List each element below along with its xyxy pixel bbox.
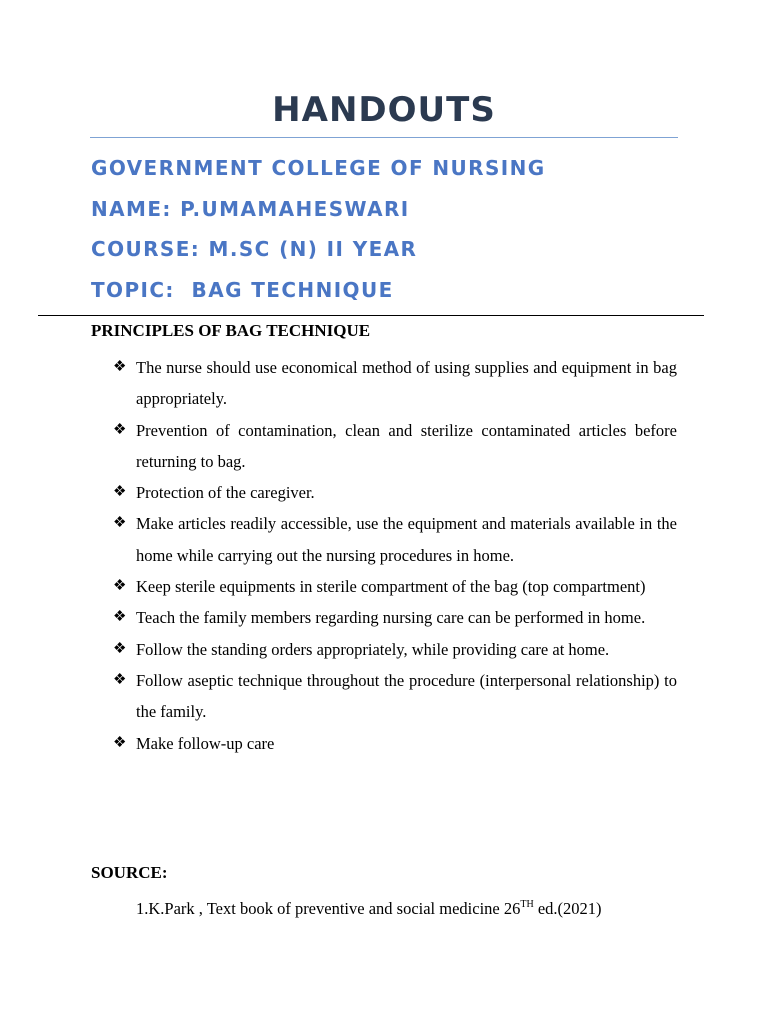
list-item [0,571,768,602]
diamond-bullet-icon: ❖ [113,515,127,532]
list-item-text: Follow the standing orders appropriately, while providing care at home. [136,639,610,659]
list-item [0,352,768,415]
diamond-bullet-icon: ❖ [113,609,127,626]
list-item-text: Make follow-up care [136,733,275,753]
list-item-text: Follow aseptic technique throughout the procedure (interpersonal relationship) to the family. [136,670,677,722]
reference-text: 1.K.Park , Text book of preventive and social medicine 26 [136,899,521,918]
principles-heading: PRINCIPLES OF BAG TECHNIQUE [91,321,371,340]
diamond-bullet-icon: ❖ [113,671,127,688]
diamond-bullet-icon: ❖ [113,640,127,657]
list-item [0,415,768,478]
diamond-bullet-icon: ❖ [113,359,127,375]
diamond-bullet-icon: ❖ [113,578,127,595]
author-name: NAME: P.UMAMAHESWARI [91,197,410,221]
list-item-text: The nurse should use economical method of using supplies and equipment in bag appropriately. [136,358,677,409]
list-item-text: Teach the family members regarding nursing care can be performed in home. [136,608,646,628]
reference-edition: ed.(2021) [533,899,602,918]
page-title: HANDOUTS [272,90,496,130]
list-item-text: Prevention of contamination, clean and sterilize contaminated articles before returning to bag. [136,420,677,471]
diamond-bullet-icon: ❖ [113,421,127,438]
list-item-text: Keep sterile equipments in sterile compartment of the bag (top compartment) [136,577,646,597]
principles-list [0,352,768,759]
title-divider [90,137,678,138]
list-item-text: Make articles readily accessible, use the equipment and materials available in the home while carrying out the nursing procedures in home. [136,514,677,565]
source-reference [136,899,602,919]
list-item [0,508,768,571]
course-info: COURSE: M.SC (N) II YEAR [91,237,418,261]
college-name: GOVERNMENT COLLEGE OF NURSING [91,156,546,180]
list-item [0,665,768,728]
list-item-text: Protection of the caregiver. [136,483,315,503]
diamond-bullet-icon: ❖ [113,484,127,501]
list-item [0,728,768,759]
list-item [0,477,768,508]
section-divider [38,315,704,316]
ordinal-superscript: TH [520,899,534,910]
topic-info: TOPIC: BAG TECHNIQUE [91,278,394,302]
diamond-bullet-icon: ❖ [113,734,127,751]
source-heading: SOURCE: [91,863,168,882]
list-item [0,602,768,633]
list-item [0,634,768,665]
